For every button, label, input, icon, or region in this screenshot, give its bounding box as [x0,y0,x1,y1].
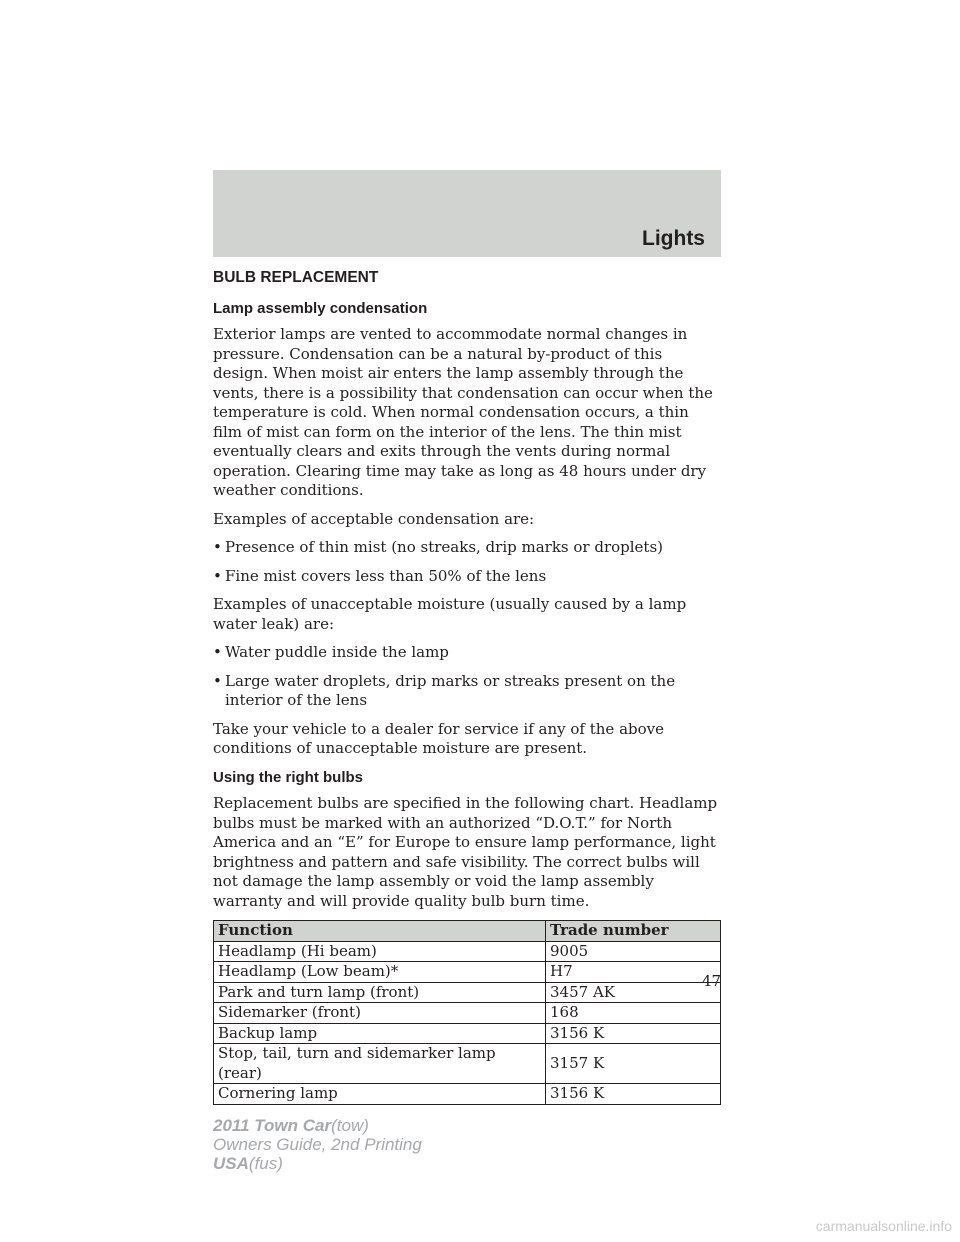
section-title: Lights [642,227,705,250]
table-row [214,941,721,962]
column-header-trade-number: Trade number [546,921,721,942]
watermark: carmanualsonline.info [815,1218,952,1234]
cell-trade-number: 3457 AK [546,982,721,1003]
table-row [214,1023,721,1044]
footer-printing: Owners Guide, 2nd Printing [213,1135,422,1154]
bullet-marker: • [213,566,222,585]
bulb-table [213,920,721,1105]
footer-line-model [213,1116,422,1135]
page-number: 47 [701,972,721,990]
cell-trade-number: H7 [546,962,721,983]
list-item-text: Water puddle inside the lamp [225,643,449,661]
paragraph-condensation: Exterior lamps are vented to accommodate normal changes in pressure. Condensation can be a natural by-product of this design. When moist air enters the lamp assembly through the vents, there is a possibility that condensation can occur when the temperature is cold. When normal condensation occurs, a thin film of mist can form on the interior of the lens. The thin mist eventually clears and exits through the vents during normal operation. Clearing time may take as long as 48 hours under dry weather conditions. [213,325,713,499]
table-header-row [214,921,721,942]
cell-function: Sidemarker (front) [214,1003,546,1024]
cell-function: Stop, tail, turn and sidemarker lamp (rear) [214,1044,546,1084]
list-item-unacceptable [213,672,721,711]
cell-trade-number: 9005 [546,941,721,962]
footer-market-code: (fus) [248,1154,283,1173]
table-row [214,962,721,983]
footer-line-market [213,1154,422,1173]
column-header-function: Function [214,921,546,942]
cell-trade-number: 3157 K [546,1044,721,1084]
main-heading: BULB REPLACEMENT [213,269,379,286]
document-footer [213,1116,422,1173]
table-row [214,1084,721,1105]
list-item-unacceptable [213,643,721,663]
list-item-text: Large water droplets, drip marks or streaks present on the interior of the lens [225,671,676,709]
subheading-right-bulbs: Using the right bulbs [213,768,363,786]
cell-function: Headlamp (Hi beam) [214,941,546,962]
table-row [214,1044,721,1084]
bullet-marker: • [213,671,222,690]
paragraph-bulb-spec: Replacement bulbs are specified in the following chart. Headlamp bulbs must be marked with an authorized “D.O.T.” for North America and an “E” for Europe to ensure lamp performance, light brightness and pattern and safe visibility. The correct bulbs will not damage the lamp assembly or void the lamp assembly warranty and will provide quality bulb burn time. [213,794,718,910]
paragraph-acceptable-intro: Examples of acceptable condensation are: [213,509,535,528]
footer-market: USA [213,1154,249,1173]
list-item-acceptable [213,567,721,587]
cell-function: Cornering lamp [214,1084,546,1105]
paragraph-unacceptable-intro: Examples of unacceptable moisture (usually caused by a lamp water leak) are: [213,595,687,633]
bullet-marker: • [213,538,222,556]
list-item-text: Fine mist covers less than 50% of the lens [225,566,547,585]
cell-function: Park and turn lamp (front) [214,982,546,1003]
cell-trade-number: 3156 K [546,1084,721,1105]
list-item-text: Presence of thin mist (no streaks, drip marks or droplets) [225,538,664,556]
list-item-acceptable [213,538,721,558]
footer-model-code: (tow) [331,1116,369,1135]
footer-model: 2011 Town Car [213,1116,332,1135]
cell-function: Backup lamp [214,1023,546,1044]
subheading-condensation: Lamp assembly condensation [213,299,428,317]
bullet-marker: • [213,643,222,661]
table-row [214,1003,721,1024]
page-content [213,268,721,1105]
table-row [214,982,721,1003]
section-header-band [213,170,721,257]
cell-trade-number: 3156 K [546,1023,721,1044]
cell-trade-number: 168 [546,1003,721,1024]
cell-function: Headlamp (Low beam)* [214,962,546,983]
paragraph-dealer-service: Take your vehicle to a dealer for service if any of the above conditions of unacceptable moisture are present. [213,719,665,757]
